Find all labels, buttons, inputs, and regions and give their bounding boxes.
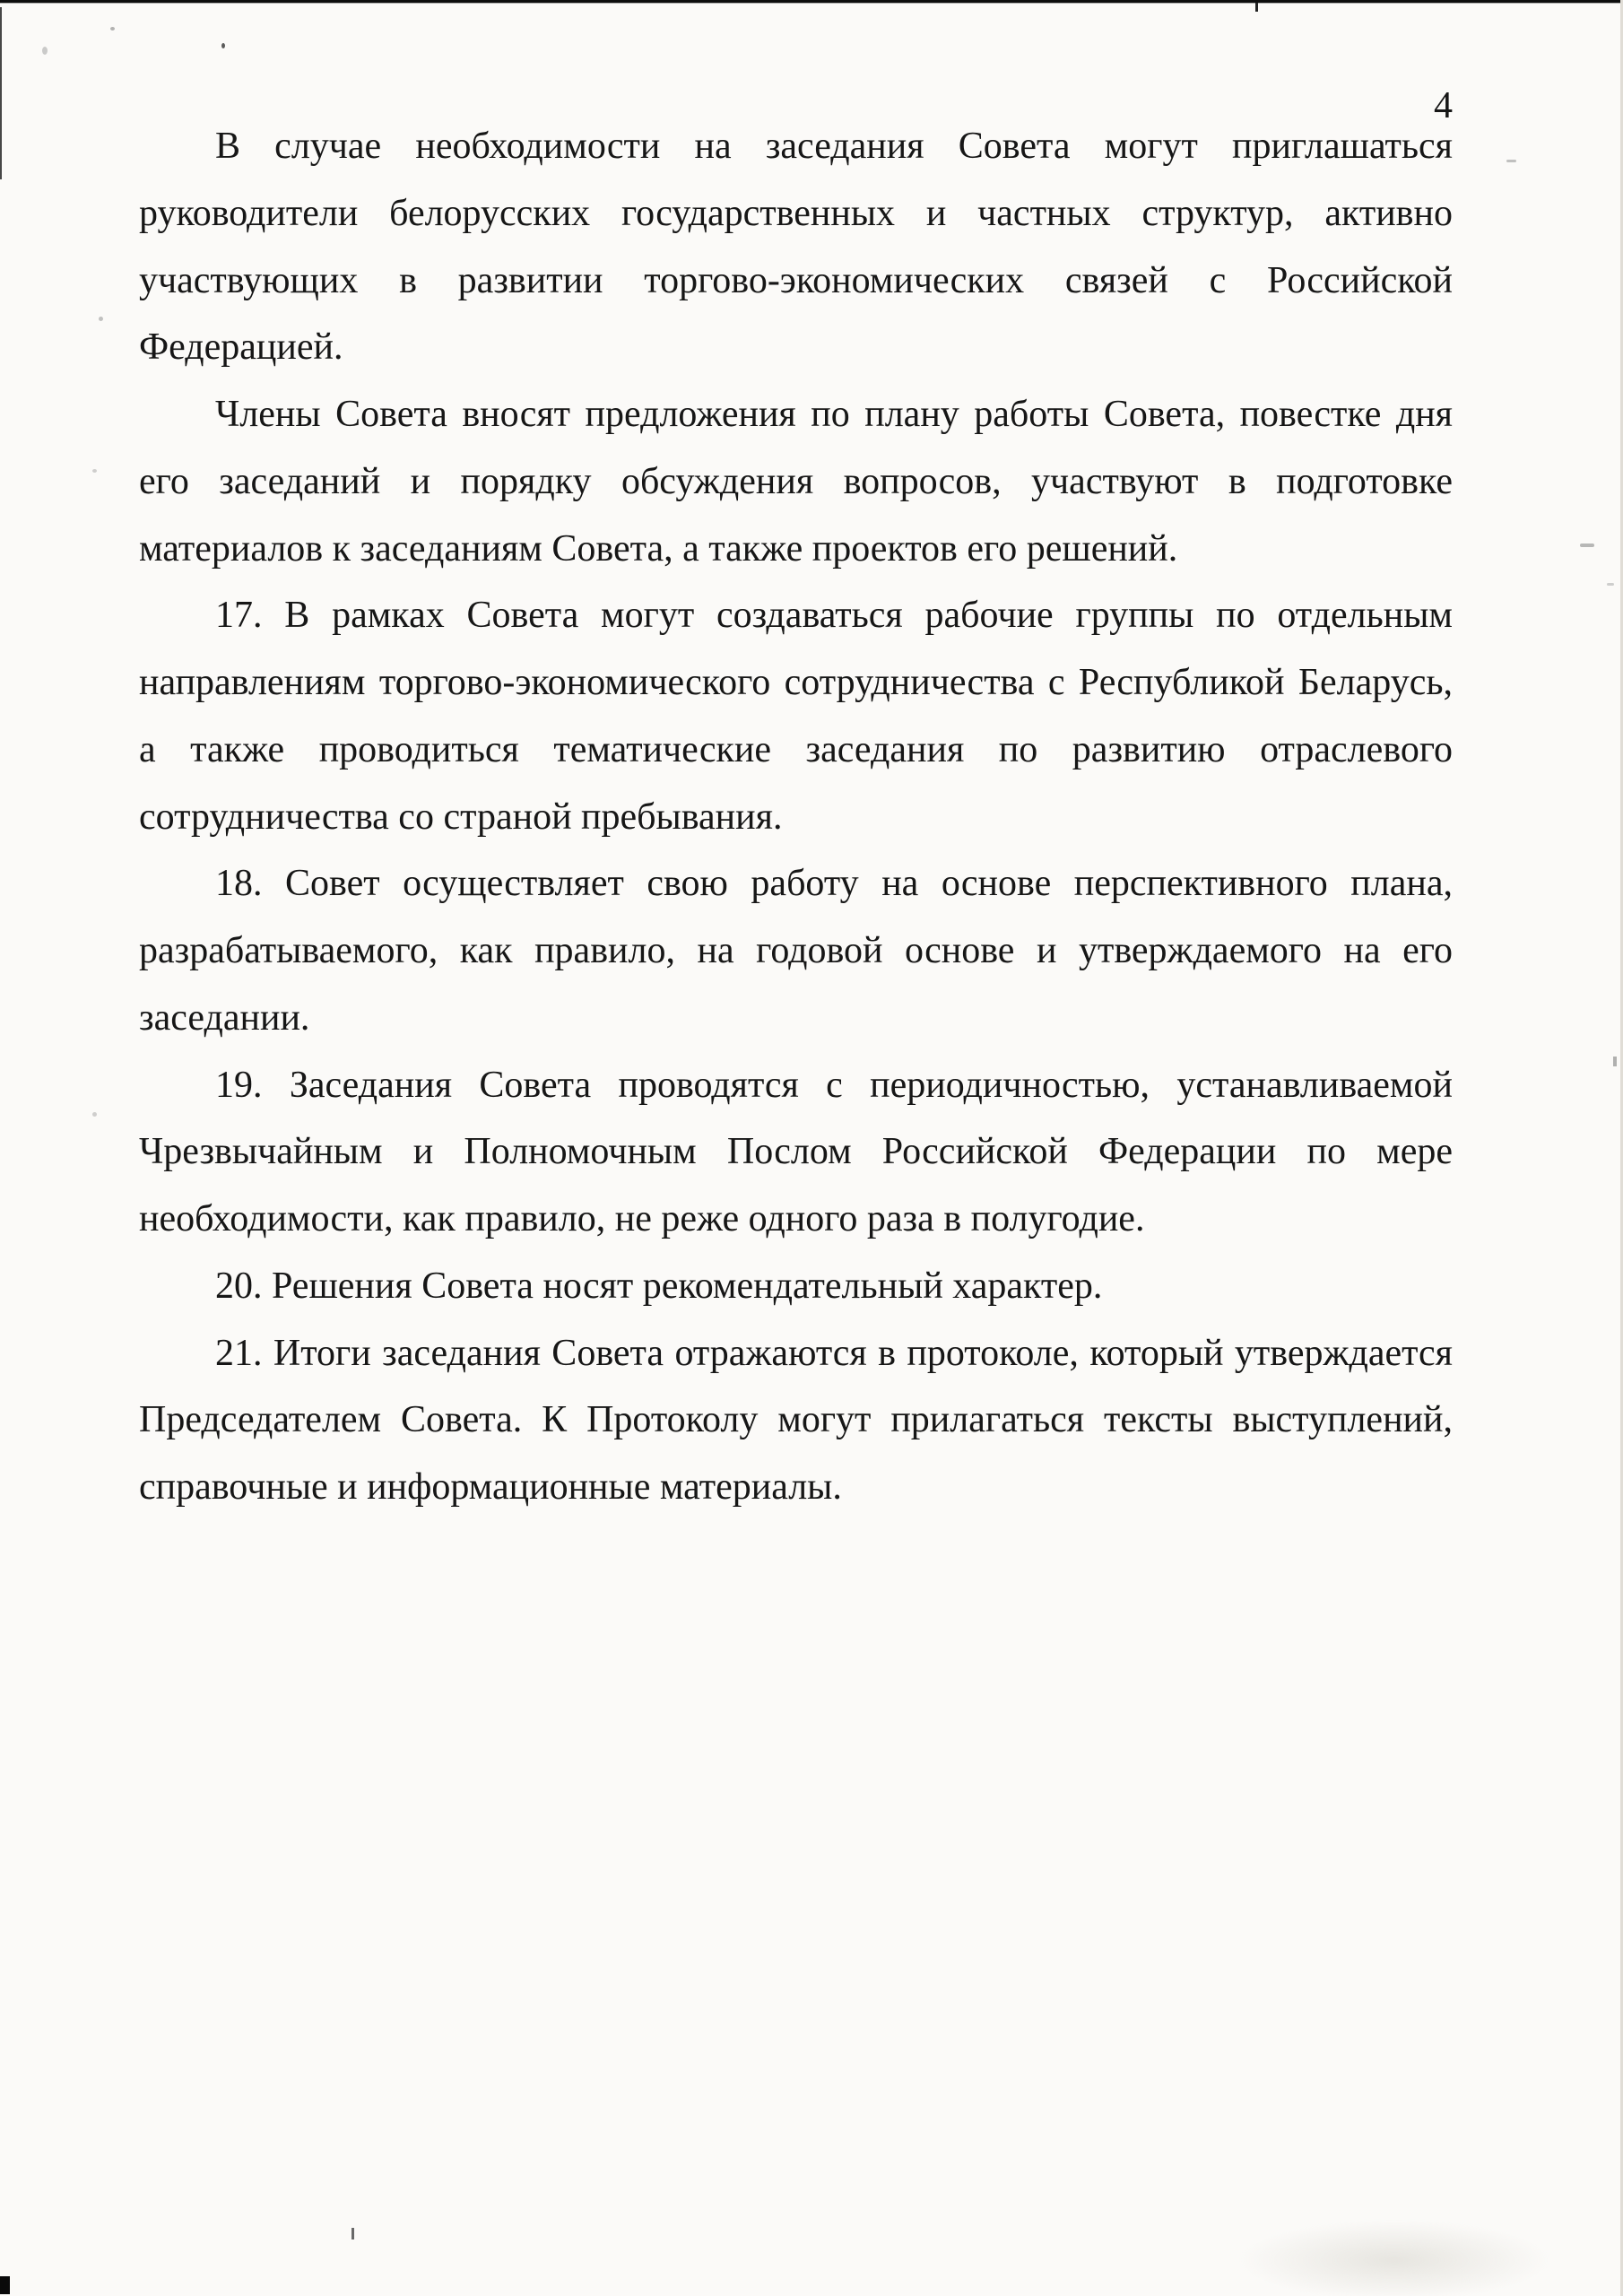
text-line: Федерацией. <box>139 326 343 369</box>
paragraph-item-17 <box>139 582 1453 850</box>
scan-speck <box>1255 3 1258 12</box>
text-line: 19. Заседания Совета проводятся с периодичностью, устанавливаемой <box>215 1064 1453 1106</box>
scan-corner-mark <box>0 2276 10 2294</box>
text-line: разрабатываемого, как правило, на годовой основе и утверждаемого на его <box>139 930 1453 971</box>
scan-speck <box>221 43 225 48</box>
text-line: а также проводиться тематические заседания по развитию отраслевого <box>139 728 1453 770</box>
document-body <box>139 113 1453 1521</box>
text-line: Чрезвычайным и Полномочным Послом Российской Федерации по мере <box>139 1131 1453 1173</box>
scan-smudge <box>1237 2220 1551 2296</box>
paragraph-item-21 <box>139 1320 1453 1521</box>
paragraph-item-19 <box>139 1052 1453 1253</box>
text-line: участвующих в развитии торгово-экономических связей с Российской <box>139 259 1453 301</box>
paragraph-item-20 <box>139 1253 1453 1320</box>
text-line: Члены Совета вносят предложения по плану работы Совета, повестке дня <box>215 394 1453 435</box>
paragraph-intro <box>139 113 1453 381</box>
scan-speck <box>92 1112 97 1117</box>
scan-speck <box>110 27 115 30</box>
scan-speck <box>1607 583 1614 586</box>
scan-edge-top-shadow <box>0 3 1623 4</box>
scan-speck <box>99 317 103 321</box>
text-line: сотрудничества со страной пребывания. <box>139 796 783 838</box>
text-line: Председателем Совета. К Протоколу могут прилагаться тексты выступлений, <box>139 1399 1453 1441</box>
text-line: руководители белорусских государственных и частных структур, активно <box>139 192 1453 234</box>
text-line: заседании. <box>139 996 310 1039</box>
text-line: В случае необходимости на заседания Совета могут приглашаться <box>215 126 1453 167</box>
text-line: направлениям торгово-экономического сотрудничества с Республикой Беларусь, <box>139 662 1453 703</box>
text-line: материалов к заседаниям Совета, а также проектов его решений. <box>139 527 1178 570</box>
text-line: справочные и информационные материалы. <box>139 1466 842 1508</box>
text-line: 18. Совет осуществляет свою работу на основе перспективного плана, <box>215 863 1453 905</box>
scan-speck <box>1613 1057 1617 1066</box>
paragraph-item-18 <box>139 850 1453 1051</box>
text-line: 20. Решения Совета носят рекомендательный характер. <box>215 1265 1103 1307</box>
scan-speck <box>1506 160 1516 162</box>
text-line: необходимости, как правило, не реже одного раза в полугодие. <box>139 1198 1145 1239</box>
scan-speck <box>1580 544 1594 547</box>
scan-edge-left <box>0 7 2 179</box>
scan-speck <box>92 469 97 473</box>
page-number: 4 <box>1434 85 1453 126</box>
scan-speck <box>42 47 48 55</box>
paragraph-members <box>139 381 1453 582</box>
text-line: 21. Итоги заседания Совета отражаются в протоколе, который утверждается <box>215 1332 1453 1374</box>
text-line: его заседаний и порядку обсуждения вопросов, участвуют в подготовке <box>139 460 1453 502</box>
text-line: 17. В рамках Совета могут создаваться рабочие группы по отдельным <box>215 595 1453 637</box>
scan-speck <box>352 2228 354 2239</box>
